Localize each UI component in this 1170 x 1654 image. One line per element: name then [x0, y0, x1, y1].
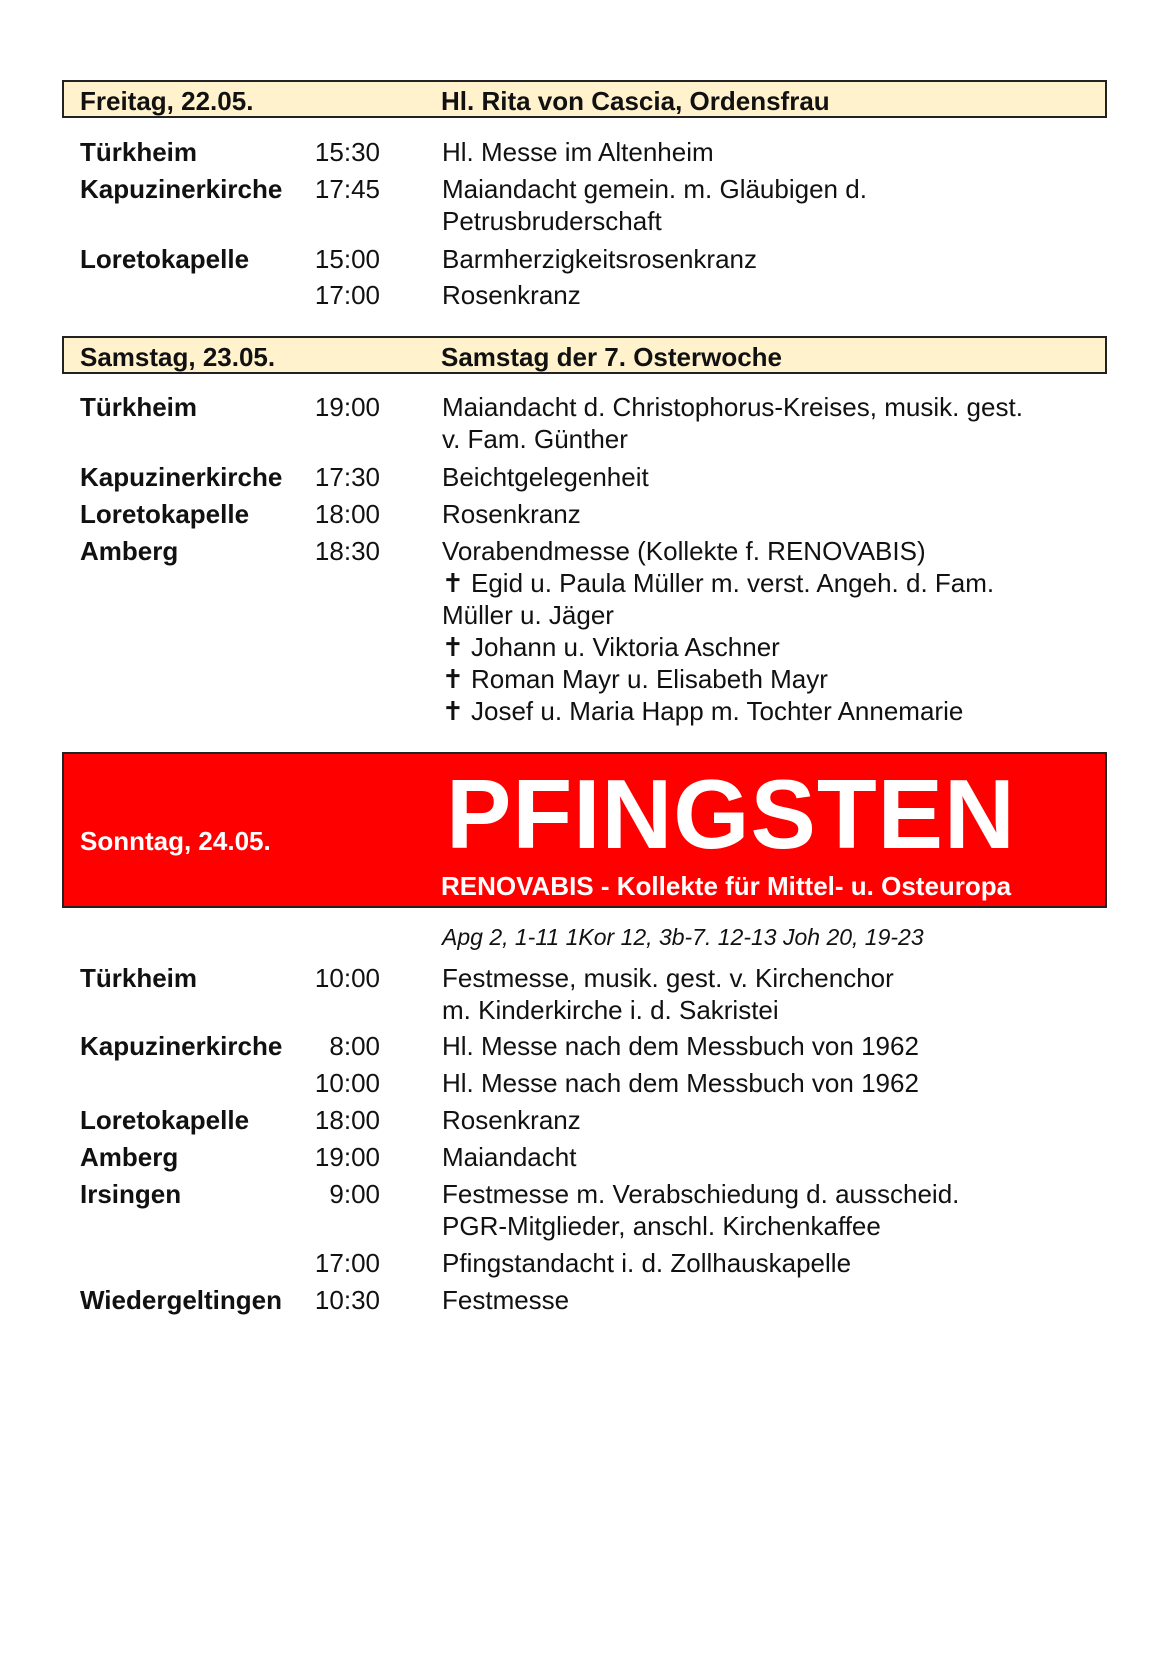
- day-date: Samstag, 23.05.: [80, 342, 276, 372]
- day-header-friday: [62, 80, 1107, 118]
- location: Amberg: [80, 1142, 179, 1172]
- schedule-row: [0, 1284, 1170, 1316]
- location: Türkheim: [80, 963, 198, 993]
- schedule-row: [0, 461, 1170, 493]
- schedule-row: [0, 1030, 1170, 1062]
- feast-subtitle: RENOVABIS - Kollekte für Mittel- u. Osteuropa: [441, 871, 1012, 901]
- day-title: Samstag der 7. Osterwoche: [441, 342, 783, 372]
- description: [442, 1284, 1092, 1316]
- description: [442, 243, 1092, 275]
- description-line: ✝ Egid u. Paula Müller m. verst. Angeh. d. Fam.: [442, 568, 995, 598]
- schedule-row: [0, 498, 1170, 530]
- day-date: Freitag, 22.05.: [80, 86, 254, 116]
- schedule-row: [0, 1067, 1170, 1099]
- schedule-row: [0, 243, 1170, 275]
- description: [442, 1030, 1092, 1062]
- location: Türkheim: [80, 392, 198, 422]
- time: 18:30: [314, 536, 380, 566]
- description-line: Rosenkranz: [442, 280, 581, 310]
- time: 15:30: [314, 137, 380, 167]
- location: Loretokapelle: [80, 499, 250, 529]
- schedule-row: [0, 391, 1170, 455]
- description: [442, 461, 1092, 493]
- description-line: m. Kinderkirche i. d. Sakristei: [442, 995, 779, 1025]
- description-line: Pfingstandacht i. d. Zollhauskapelle: [442, 1248, 852, 1278]
- location: Amberg: [80, 536, 179, 566]
- time: 17:00: [314, 1248, 380, 1278]
- description-line: Festmesse, musik. gest. v. Kirchenchor: [442, 963, 894, 993]
- schedule-row: [0, 173, 1170, 237]
- description-line: Beichtgelegenheit: [442, 462, 649, 492]
- day-title: Hl. Rita von Cascia, Ordensfrau: [441, 86, 830, 116]
- description-line: Festmesse m. Verabschiedung d. ausscheid.: [442, 1179, 960, 1209]
- location: Kapuzinerkirche: [80, 174, 283, 204]
- description-line: ✝ Johann u. Viktoria Aschner: [442, 632, 780, 662]
- schedule-row: [0, 1104, 1170, 1136]
- description-line: Barmherzigkeitsrosenkranz: [442, 244, 758, 274]
- time: 8:00: [329, 1031, 380, 1061]
- time: 17:00: [314, 280, 380, 310]
- description-line: Hl. Messe im Altenheim: [442, 137, 714, 167]
- location: Kapuzinerkirche: [80, 1031, 283, 1061]
- description-line: Müller u. Jäger: [442, 600, 614, 630]
- description-line: v. Fam. Günther: [442, 424, 628, 454]
- time: 19:00: [314, 1142, 380, 1172]
- time: 10:30: [314, 1285, 380, 1315]
- description-line: Hl. Messe nach dem Messbuch von 1962: [442, 1031, 919, 1061]
- time: 10:00: [314, 1068, 380, 1098]
- feast-title: PFINGSTEN: [446, 759, 1016, 869]
- time: 17:45: [314, 174, 380, 204]
- description: [442, 1178, 1092, 1242]
- location: Türkheim: [80, 137, 198, 167]
- schedule-row: [0, 962, 1170, 1026]
- description-line: ✝ Roman Mayr u. Elisabeth Mayr: [442, 664, 828, 694]
- time: 18:00: [314, 1105, 380, 1135]
- description: [442, 1067, 1092, 1099]
- description: [442, 1247, 1092, 1279]
- description-line: Maiandacht gemein. m. Gläubigen d.: [442, 174, 867, 204]
- description-line: ✝ Josef u. Maria Happ m. Tochter Annemarie: [442, 696, 964, 726]
- description-line: Maiandacht: [442, 1142, 577, 1172]
- schedule-row: [0, 1178, 1170, 1242]
- time: 10:00: [314, 963, 380, 993]
- location: Kapuzinerkirche: [80, 462, 283, 492]
- feast-banner-sunday: [62, 752, 1107, 908]
- description-line: Rosenkranz: [442, 1105, 581, 1135]
- description: [442, 173, 1092, 237]
- description: [442, 391, 1092, 455]
- description: [442, 962, 1092, 1026]
- description-line: Maiandacht d. Christophorus-Kreises, musik. gest.: [442, 392, 1023, 422]
- time: 15:00: [314, 244, 380, 274]
- description-line: Rosenkranz: [442, 499, 581, 529]
- description-line: Hl. Messe nach dem Messbuch von 1962: [442, 1068, 919, 1098]
- time: 19:00: [314, 392, 380, 422]
- time: 18:00: [314, 499, 380, 529]
- description-line: Vorabendmesse (Kollekte f. RENOVABIS): [442, 536, 926, 566]
- schedule-row: [0, 535, 1170, 727]
- location: Irsingen: [80, 1179, 182, 1209]
- schedule-row: [0, 136, 1170, 168]
- schedule-row: [0, 279, 1170, 311]
- description-line: Petrusbruderschaft: [442, 206, 662, 236]
- time: 17:30: [314, 462, 380, 492]
- description: [442, 535, 1092, 727]
- description: [442, 279, 1092, 311]
- time: 9:00: [329, 1179, 380, 1209]
- schedule-row: [0, 1141, 1170, 1173]
- description: [442, 1104, 1092, 1136]
- location: Wiedergeltingen: [80, 1285, 283, 1315]
- location: Loretokapelle: [80, 1105, 250, 1135]
- description-line: PGR-Mitglieder, anschl. Kirchenkaffee: [442, 1211, 881, 1241]
- day-date: Sonntag, 24.05.: [80, 826, 271, 856]
- day-header-saturday: [62, 336, 1107, 374]
- description: [442, 498, 1092, 530]
- description: [442, 136, 1092, 168]
- description-line: Festmesse: [442, 1285, 570, 1315]
- readings: Apg 2, 1-11 1Kor 12, 3b-7. 12-13 Joh 20, 19-23: [442, 924, 924, 950]
- location: Loretokapelle: [80, 244, 250, 274]
- description: [442, 1141, 1092, 1173]
- schedule-row: [0, 1247, 1170, 1279]
